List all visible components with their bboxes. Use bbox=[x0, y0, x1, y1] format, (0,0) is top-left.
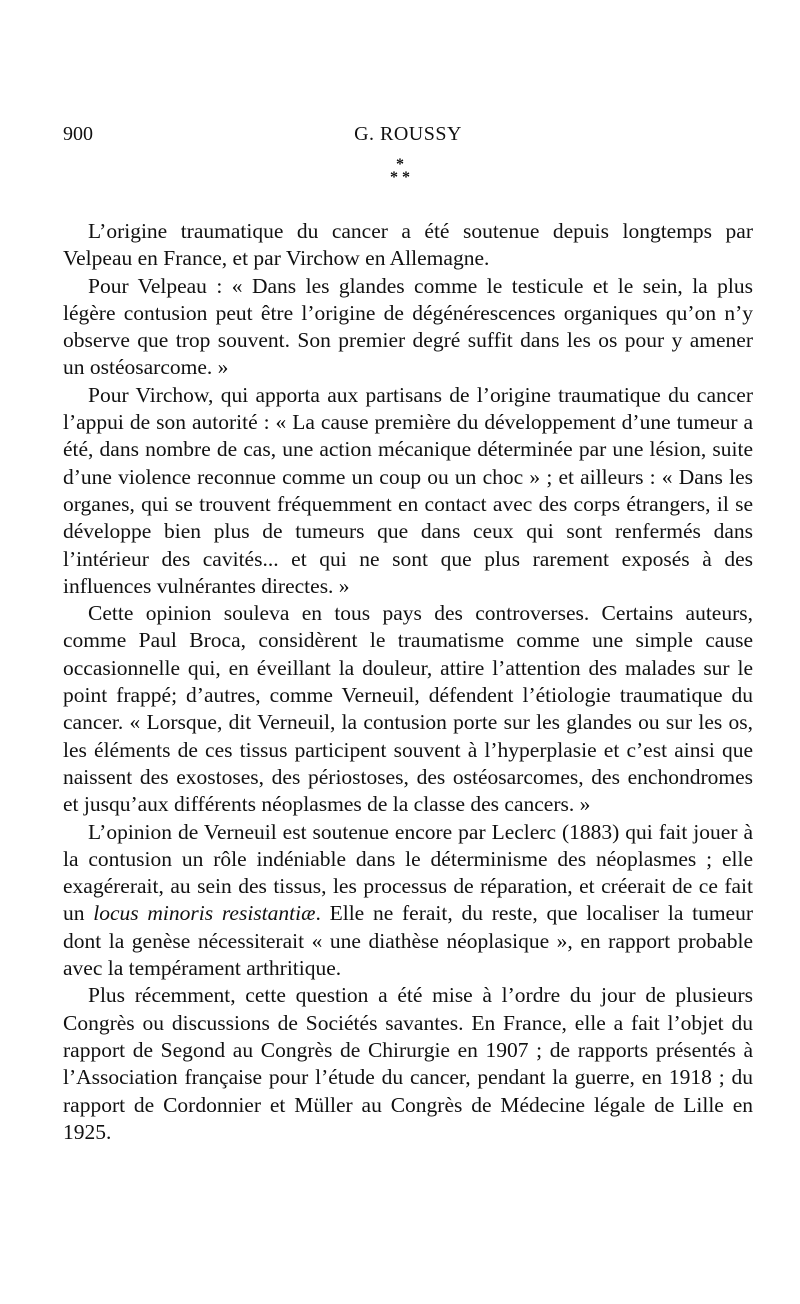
leclerc-text-after: . Elle ne ferait, du reste, que localiser la tumeur dont la genèse nécessiterait « une diathèse néoplasique », en rapport probable avec la tempérament arthritique. bbox=[63, 901, 754, 981]
paragraph-recent-congresses: Plus récemment, cette question a été mise à l’ordre du jour de plusieurs Congrès ou discussions de Sociétés savantes. En France, elle a fait l’objet du rapport de Segond au Congrès de Chirurgie en 1907 ; de rapports présentés à l’Association française pour l’étude du cancer, pendant la guerre, en 1918 ; du rapport de Cordonnier et Müller au Congrès de Médecine légale de Lille en 1925. bbox=[63, 983, 753, 1144]
leclerc-text-before: L’opinion de Verneuil est soutenue encore par Leclerc (1883) qui fait jouer à la contusion un rôle indéniable dans le déterminisme des néoplasmes ; elle exagérerait, au sein des tissus, les processus de réparation, et créerait de ce fait un bbox=[63, 819, 753, 926]
paragraph-traumatic-origin: L’origine traumatique du cancer a été soutenue depuis longtemps par Velpeau en France, et par Virchow en Allemagne. bbox=[63, 219, 753, 271]
asterism-bottom-stars: * * bbox=[390, 169, 410, 186]
section-asterism bbox=[0, 158, 800, 184]
leclerc-italic-phrase: locus minoris resistantiæ bbox=[93, 901, 316, 926]
paragraph-controversies: Cette opinion souleva en tous pays des controverses. Certains auteurs, comme Paul Broca, considèrent le traumatisme comme une simple cause occasionnelle qui, en éveillant la douleur, attire l’attention des malades sur le point frappé; d’autres, comme Verneuil, défendent l’étiologie traumatique du cancer. « Lorsque, dit Verneuil, la contusion porte sur les glandes ou sur les os, les éléments de ces tissus participent souvent à l’hyperplasie et c’est ainsi que naissent des exostoses, des périostoses, des ostéosarcomes, des enchondromes et jusqu’aux différents néoplasmes de la classe des cancers. » bbox=[63, 601, 753, 817]
page-number: 900 bbox=[63, 123, 93, 145]
paragraph-virchow: Pour Virchow, qui apporta aux partisans de l’origine traumatique du cancer l’appui de son autorité : « La cause première du développement d’une tumeur a été, dans nombre de cas, une action mécanique déterminée par une lésion, suite d’une violence reconnue comme un coup ou un choc » ; et ailleurs : « Dans les organes, qui se trouvent fréquemment en contact avec des corps étrangers, il se développe bien plus de tumeurs que dans ceux qui sont renfermés dans l’intérieur des cavités... et qui ne sont que plus rarement exposés à des influences vulnérantes directes. » bbox=[63, 382, 753, 598]
body-text bbox=[63, 218, 753, 1146]
running-head bbox=[63, 120, 753, 148]
asterism-top-star: * bbox=[396, 156, 404, 173]
paragraph-velpeau: Pour Velpeau : « Dans les glandes comme le testicule et le sein, la plus légère contusion peut être l’origine de dégénérescences organiques qu’on n’y observe que trop souvent. Son premier degré suffit dans les os pour y amener un ostéosarcome. » bbox=[63, 273, 753, 380]
paragraph-leclerc bbox=[63, 819, 753, 983]
running-head-author: G. ROUSSY bbox=[354, 123, 462, 145]
